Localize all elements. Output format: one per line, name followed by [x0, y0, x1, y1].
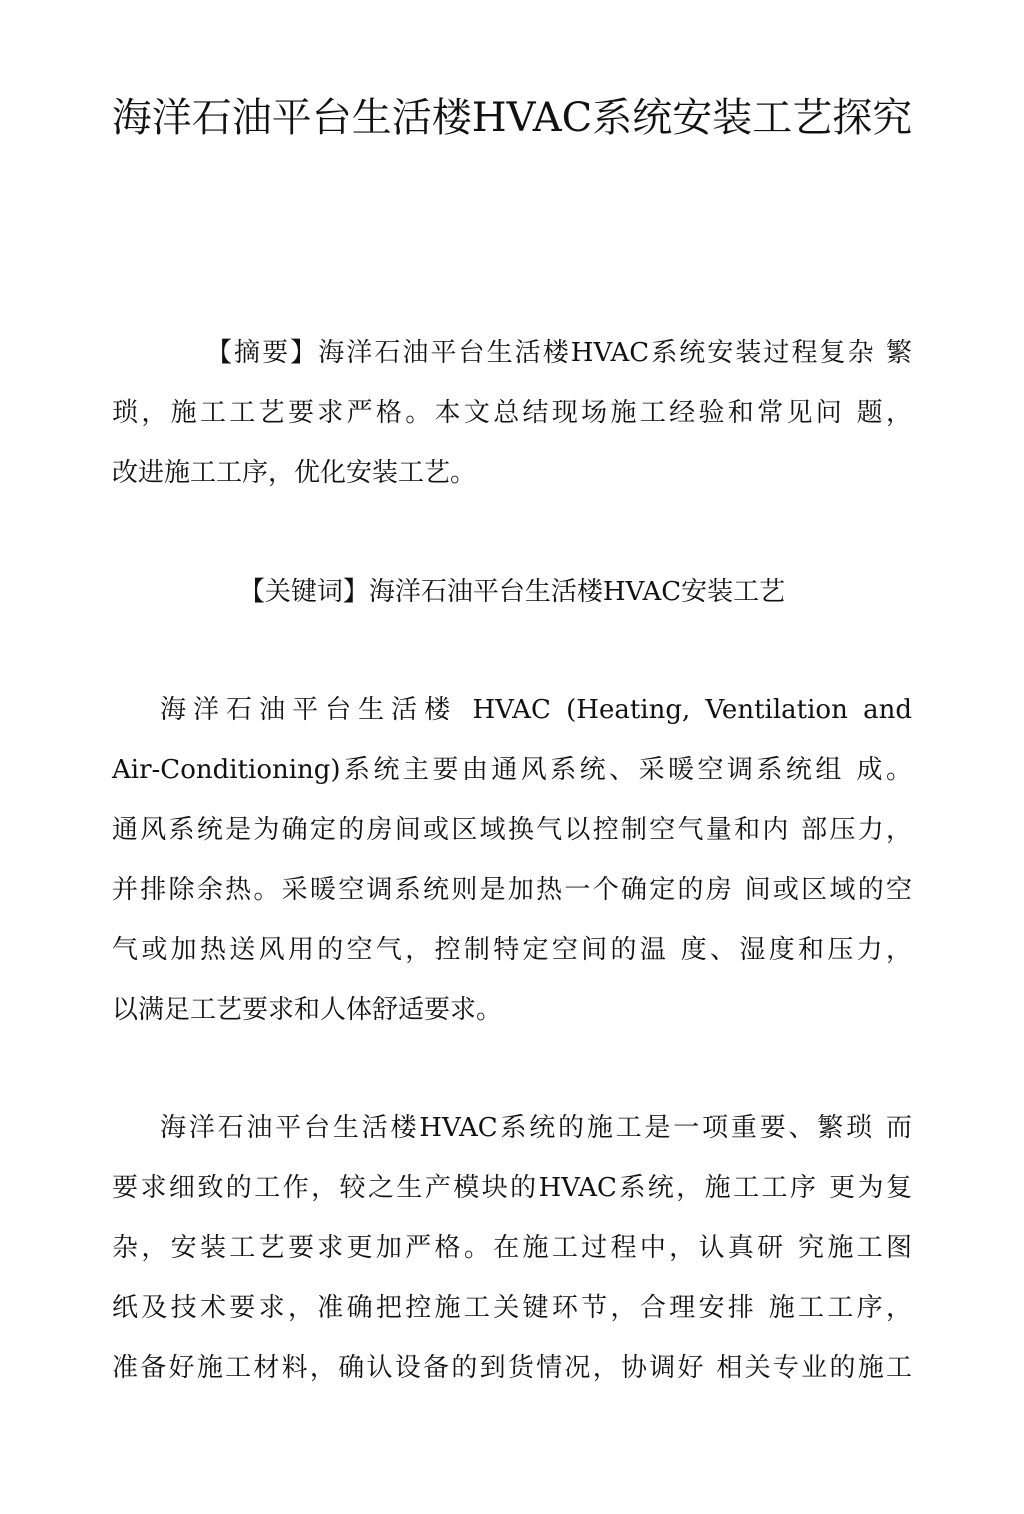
paragraph-2-line-2: 要求细致的工作，较之生产模块的HVAC系统，施工工序 更为复 — [112, 1173, 912, 1203]
paragraph-1-line-2: Air-Conditioning)系统主要由通风系统、采暖空调系统组 成。 — [112, 755, 912, 785]
abstract-line-3: 改进施工工序，优化安装工艺。 — [112, 458, 477, 488]
paragraph-1-line-5: 气或加热送风用的空气，控制特定空间的温 度、湿度和压力， — [112, 935, 912, 965]
paragraph-2-line-5: 准备好施工材料，确认设备的到货情况，协调好 相关专业的施工 — [112, 1353, 912, 1383]
paragraph-1-line-1: 海洋石油平台生活楼 HVAC (Heating, Ventilation and — [160, 695, 912, 725]
paragraph-2-line-4: 纸及技术要求，准确把控施工关键环节，合理安排 施工工序， — [112, 1293, 912, 1323]
abstract-line-2: 琐，施工工艺要求严格。本文总结现场施工经验和常见问 题， — [112, 398, 912, 428]
document-title: 海洋石油平台生活楼HVAC系统安装工艺探究 — [111, 95, 913, 141]
paragraph-1-line-3: 通风系统是为确定的房间或区域换气以控制空气量和内 部压力， — [112, 815, 912, 845]
paragraph-2-line-3: 杂，安装工艺要求更加严格。在施工过程中，认真研 究施工图 — [112, 1233, 912, 1263]
paragraph-2-line-1: 海洋石油平台生活楼HVAC系统的施工是一项重要、繁琐 而 — [160, 1113, 912, 1143]
abstract-line-1: 【摘要】海洋石油平台生活楼HVAC系统安装过程复杂 繁 — [206, 338, 912, 368]
paragraph-1-line-4: 并排除余热。采暖空调系统则是加热一个确定的房 间或区域的空 — [112, 875, 912, 905]
keywords-line: 【关键词】海洋石油平台生活楼HVAC安装工艺 — [238, 577, 786, 607]
paragraph-1-line-6: 以满足工艺要求和人体舒适要求。 — [112, 995, 503, 1025]
